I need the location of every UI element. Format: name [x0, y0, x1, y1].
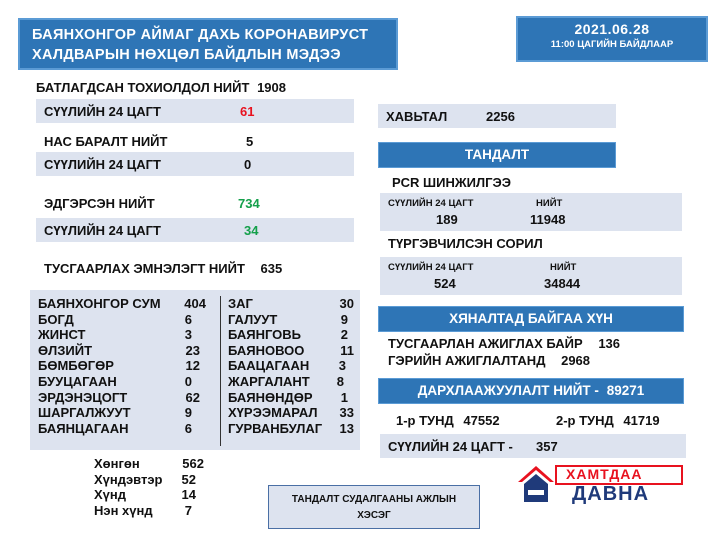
rapid-test-label: ТҮРГЭВЧИЛСЭН СОРИЛ: [388, 236, 543, 251]
rapid-last24-label: СҮҮЛИЙН 24 ЦАГТ: [388, 262, 474, 273]
list-item: ӨЛЗИЙТ 23: [38, 342, 200, 358]
isolation-hospital-row: [44, 261, 282, 276]
list-item: БОГД 6: [38, 311, 192, 327]
deaths-last24-row: [36, 152, 354, 176]
list-item: ГУРВАНБУЛАГ 13: [228, 420, 354, 436]
list-item: БАЯНЦАГААН 6: [38, 420, 192, 436]
home-observation-value: 2968: [561, 353, 591, 368]
dose2-label: 2-р ТУНД: [556, 413, 614, 428]
rapid-test-box: [380, 257, 682, 295]
recovered-total-label: ЭДГЭРСЭН НИЙТ: [44, 196, 155, 211]
list-item: ЗАГ 30: [228, 296, 354, 311]
home-observation-row: [388, 353, 590, 368]
report-time-note: 11:00 ЦАГИЙН БАЙДЛААР: [550, 39, 674, 50]
vaccination-last24-row: [380, 434, 686, 458]
facility-observation-value: 136: [598, 336, 621, 351]
report-title-line1: БАЯНХОНГОР АЙМАГ ДАХЬ КОРОНАВИРУСТ: [32, 27, 369, 43]
deaths-total-value: 5: [246, 134, 254, 149]
soum-divider: [220, 296, 221, 446]
soum-list-left: [38, 296, 210, 436]
list-item: ЖИНСТ 3: [38, 327, 192, 343]
list-item: ЖАРГАЛАНТ 8: [228, 373, 344, 389]
confirmed-last24-value: 61: [240, 104, 255, 119]
pcr-last24-label: СҮҮЛИЙН 24 ЦАГТ: [388, 198, 474, 209]
list-item: Нэн хүнд 7: [94, 502, 192, 518]
pcr-last24-value: 189: [436, 212, 458, 227]
isolation-hospital-label: ТУСГААРЛАХ ЭМНЭЛЭГТ НИЙТ: [44, 261, 245, 276]
rapid-total-value: 34844: [544, 276, 581, 291]
pcr-box: [380, 193, 682, 231]
list-item: Хүндэвтэр 52: [94, 471, 196, 487]
hamtdaa-davna-logo: [516, 462, 686, 506]
list-item: Хөнгөн 562: [94, 456, 204, 471]
logo-line1: ХАМТДАА: [566, 466, 643, 482]
dose1-label: 1-р ТУНД: [396, 413, 454, 428]
surveillance-team-line2: ХЭСЭГ: [357, 510, 391, 521]
contacts-row: [378, 104, 616, 128]
list-item: БААЦАГААН 3: [228, 358, 346, 374]
recovered-total-value: 734: [238, 196, 260, 211]
confirmed-total-label: БАТЛАГДСАН ТОХИОЛДОЛ НИЙТ: [36, 80, 250, 95]
list-item: БАЯНГОВЬ 2: [228, 327, 348, 343]
surveillance-team-box: [268, 485, 480, 529]
pcr-total-value: 11948: [530, 212, 566, 227]
deaths-last24-value: 0: [244, 157, 252, 172]
dose2-value: 41719: [623, 413, 660, 428]
isolation-hospital-value: 635: [260, 261, 283, 276]
list-item: ХҮРЭЭМАРАЛ 33: [228, 405, 354, 421]
list-item: Хүнд 14: [94, 487, 196, 503]
surveillance-team-line1: ТАНДАЛТ СУДАЛГААНЫ АЖЛЫН: [291, 494, 457, 505]
list-item: ГАЛУУТ 9: [228, 311, 348, 327]
report-title-line2: ХАЛДВАРЫН НӨХЦӨЛ БАЙДЛЫН МЭДЭЭ: [32, 47, 341, 63]
deaths-last24-label: СҮҮЛИЙН 24 ЦАГТ: [44, 157, 161, 172]
testing-header: ТАНДАЛТ: [378, 142, 616, 168]
list-item: БАЯНОВОО 11: [228, 342, 354, 358]
vaccination-header-total: 89271: [606, 383, 645, 398]
home-observation-label: ГЭРИЙН АЖИГЛАЛТАНД: [388, 353, 546, 368]
confirmed-last24-label: СҮҮЛИЙН 24 ЦАГТ: [44, 104, 161, 119]
pcr-total-label: НИЙТ: [536, 198, 563, 209]
pcr-label: PCR ШИНЖИЛГЭЭ: [392, 175, 511, 190]
deaths-total-label: НАС БАРАЛТ НИЙТ: [44, 134, 168, 149]
confirmed-total-row: [36, 80, 286, 95]
confirmed-total-value: 1908: [257, 80, 286, 95]
dose1-row: [396, 413, 500, 428]
vaccination-last24-value: 357: [536, 439, 558, 454]
list-item: БӨМБӨГӨР 12: [38, 358, 200, 374]
vaccination-header: [378, 378, 684, 404]
rapid-total-label: НИЙТ: [550, 262, 577, 273]
soum-list-right: [228, 296, 358, 436]
severity-list: [94, 456, 204, 518]
rapid-last24-value: 524: [434, 276, 456, 291]
dose2-row: [556, 413, 660, 428]
list-item: БАЯНӨНДӨР 1: [228, 389, 348, 405]
recovered-last24-label: СҮҮЛИЙН 24 ЦАГТ: [44, 223, 161, 238]
list-item: ЭРДЭНЭЦОГТ 62: [38, 389, 200, 405]
contacts-label: ХАВЬТАЛ: [386, 109, 448, 124]
monitoring-header: ХЯНАЛТАД БАЙГАА ХҮН: [378, 306, 684, 332]
recovered-last24-row: [36, 218, 354, 242]
report-date: 2021.06.28: [574, 21, 650, 37]
list-item: БАЯНХОНГОР СУМ 404: [38, 296, 206, 311]
confirmed-last24-row: [36, 99, 354, 123]
report-title-box: [18, 18, 398, 70]
vaccination-last24-label: СҮҮЛИЙН 24 ЦАГТ -: [388, 439, 513, 454]
date-box: [516, 16, 708, 62]
contacts-value: 2256: [486, 109, 515, 124]
list-item: БУУЦАГААН 0: [38, 373, 192, 389]
facility-observation-row: [388, 336, 620, 351]
logo-line2: ДАВНА: [572, 483, 650, 505]
facility-observation-label: ТУСГААРЛАН АЖИГЛАХ БАЙР: [388, 336, 583, 351]
recovered-last24-value: 34: [244, 223, 259, 238]
dose1-value: 47552: [463, 413, 500, 428]
vaccination-header-label: ДАРХЛААЖУУЛАЛТ НИЙТ -: [417, 383, 599, 398]
list-item: ШАРГАЛЖУУТ 9: [38, 405, 192, 421]
